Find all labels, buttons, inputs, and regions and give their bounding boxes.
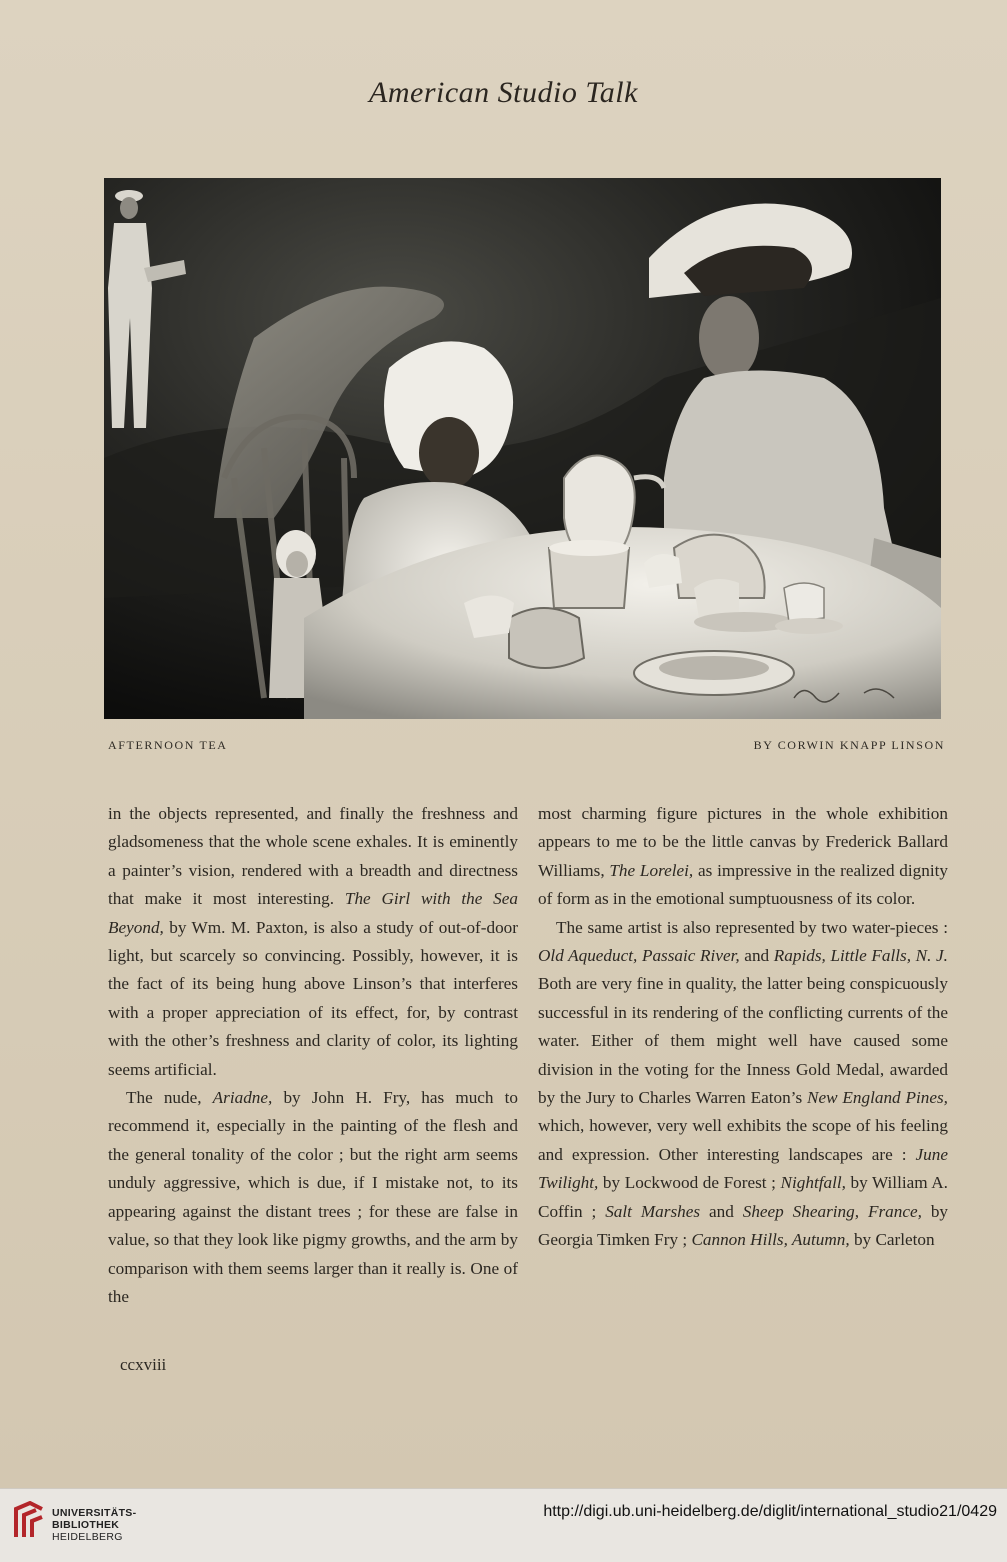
right-paragraph-2: The same artist is also represented by two water-pieces : Old Aqueduct, Passaic River, and Rapids, Little Falls, N. J. Both are very fine in quality, the latter being conspicuously successful in its rendering of the conflicting currents of the water. Either of them might well have caused some division in the voting for the Inness Gold Medal, awarded by the Jury to Charles Warren Eaton’s New England Pines, which, however, very well exhibits the scope of his feeling and expression. Other interesting landscapes are : June Twilight, by Lockwood de Forest ; Nightfall, by William A. Coffin ; Salt Marshes and Sheep Shearing, France, by Georgia Timken Fry ; Cannon Hills, Autumn, by Carleton (538, 917, 948, 1250)
source-url[interactable]: http://digi.ub.uni-heidelberg.de/diglit/international_studio21/0429 (543, 1503, 997, 1520)
plate-photograph (104, 178, 941, 719)
running-head: American Studio Talk (369, 76, 638, 109)
page-folio: ccxviii (120, 1355, 167, 1374)
plate-caption-title: AFTERNOON TEA (108, 738, 228, 752)
viewer-footer (0, 1488, 1007, 1562)
left-paragraph-1: in the objects represented, and finally the freshness and gladsomeness that the whole scene exhales. It is eminently a painter’s vision, rendered with a breadth and directness that make it most interesting. The Girl with the Sea Beyond, by Wm. M. Paxton, is also a study of out-of-door light, but scarcely so convincing. Possibly, however, it is the fact of its being hung above Linson’s that interferes with a proper appreciation of its effect, for, by contrast with the other’s freshness and clarity of color, its lighting seems artificial. (108, 804, 518, 1079)
left-paragraph-2: The nude, Ariadne, by John H. Fry, has much to recommend it, especially in the painting of the flesh and the general tonality of the color ; but the right arm seems unduly aggressive, which is due, if I mistake not, to its appearing against the distant trees ; for these are false in value, so that they look like pigmy growths, and the arm by comparison with them seems larger than it really is. One of the (108, 1088, 518, 1306)
library-logo-text: UNIVERSITÄTS- BIBLIOTHEK HEIDELBERG (52, 1507, 137, 1543)
afternoon-tea-illustration (104, 178, 941, 719)
left-column (108, 800, 518, 1311)
right-paragraph-1: most charming figure pictures in the whole exhibition appears to me to be the little canvas by Frederick Ballard Williams, The Lorelei, as impressive in the realized dignity of form as in the emotional sumptuousness of its color. (538, 804, 949, 909)
right-column (538, 800, 948, 1255)
plate-caption-credit: BY CORWIN KNAPP LINSON (753, 738, 945, 752)
library-logo-icon (12, 1501, 46, 1541)
